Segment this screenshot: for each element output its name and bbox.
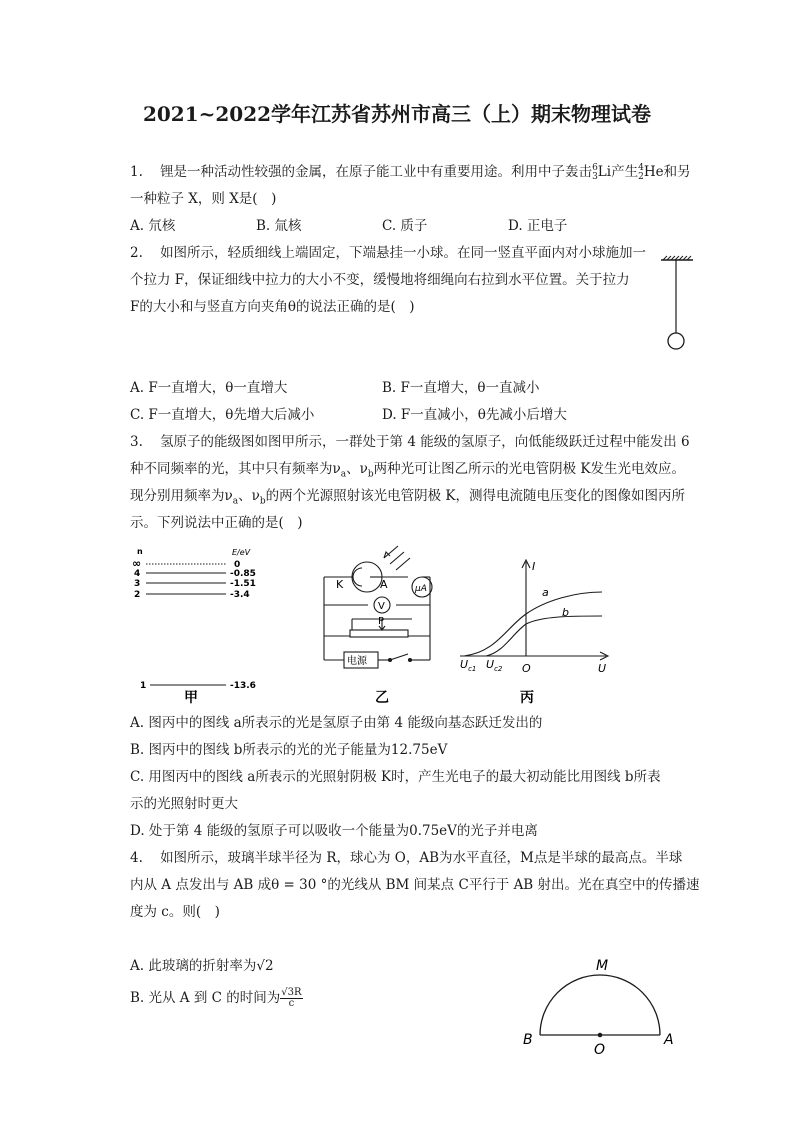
microammeter-label: μA [415, 584, 427, 594]
label-a: A [380, 578, 388, 591]
q4-line2: 内从 A 点发出与 AB 成θ = 30 °的光线从 BM 间某点 C平行于 AB 射出。光在真空中的传播速 [130, 877, 700, 893]
q1-option-b: B. 氚核 [256, 218, 302, 234]
caption-yi: 乙 [375, 690, 389, 706]
q3-line1: 3. 氢原子的能级图如图甲所示，一群处于第 4 能级的氢原子，向低能级跃迁过程中能发出 6 [130, 434, 690, 450]
label-a: A [664, 1032, 674, 1048]
page-title: 2021~2022学年江苏省苏州市高三（上）期末物理试卷 [142, 102, 652, 126]
q2-number: 2. [130, 245, 143, 261]
q3-option-b: B. 图丙中的图线 b所表示的光的光子能量为12.75eV [130, 742, 448, 758]
q1-number: 1. [130, 164, 143, 180]
uc1-label: $U_{c1}$ [460, 658, 477, 673]
q3-number: 3. [130, 434, 143, 450]
q3-line3: 现分别用频率为$\nu_a$、$\nu_b$的两个光源照射该光电管阴极 K，测得电流随电压变化的图像如图丙所 [130, 488, 685, 507]
n-header: n [137, 547, 143, 556]
q1-option-c: C. 质子 [382, 218, 428, 234]
photocell-cathode [353, 568, 362, 586]
q4-line3: 度为 c。则( ) [130, 904, 220, 920]
switch [390, 654, 408, 660]
iu-graph [456, 548, 616, 706]
power-label: 电源 [347, 656, 367, 667]
level-1-n: 1 [140, 681, 147, 691]
level-4-e: -0.85 [230, 569, 256, 579]
time-fraction: $\frac{√3R}{c}$ [281, 987, 302, 1009]
level-inf-e: 0 [234, 560, 241, 570]
q1-nuclide1-indices: 6 3 [592, 162, 598, 182]
q4-option-a: A. 此玻璃的折射率为√2 [130, 958, 274, 974]
photoelectric-circuit [312, 544, 440, 706]
q2-option-d: D. F一直减小，θ先减小后增大 [382, 407, 567, 423]
level-3-n: 3 [134, 579, 141, 589]
q3-line4: 示。下列说法中正确的是( ) [130, 515, 303, 531]
q1-nuclide1-symbol: Li [597, 164, 612, 180]
rheostat [350, 630, 408, 637]
q3-option-c-line1: C. 用图丙中的图线 a所表示的光照射阴极 K时，产生光电子的最大初动能比用图线 b所表 [130, 769, 661, 785]
label-m: M [596, 958, 609, 974]
q1-nuclide2-indices: 4 2 [638, 162, 644, 182]
q1-nuclide2-symbol: He [643, 164, 664, 180]
level-2-e: -3.4 [230, 590, 250, 600]
q4-line1: 4. 如图所示，玻璃半球半径为 R，球心为 O，AB为水平直径，M点是半球的最高点。半球 [130, 850, 683, 866]
level-2-n: 2 [134, 590, 141, 600]
q4-number: 4. [130, 850, 143, 866]
energy-level-diagram [128, 544, 278, 706]
hemisphere-arc [540, 975, 660, 1035]
label-b: B [523, 1032, 533, 1048]
curve-a [464, 592, 602, 656]
origin-label: O [522, 662, 531, 675]
light-ray-3 [396, 558, 410, 570]
pendulum-ball [668, 333, 684, 349]
q2-line1: 2. 如图所示，轻质细线上端固定，下端悬挂一小球。在同一竖直平面内对小球施加一 [130, 245, 647, 261]
curve-b [486, 616, 602, 656]
q2-option-b: B. F一直增大，θ一直减小 [382, 380, 540, 396]
q2-line2: 个拉力 F，保证细线中拉力的大小不变，缓慢地将细绳向右拉到水平位置。关于拉力 [130, 272, 630, 288]
q2-option-c: C. F一直增大，θ先增大后减小 [130, 407, 315, 423]
q1-line1: 1. 锂是一种活动性较强的金属，在原子能工业中有重要用途。利用中子轰击6 3Li产生4 2He和另 [130, 162, 691, 182]
axis-u-label: U [598, 662, 607, 675]
q4-option-b: B. 光从 A 到 C 的时间为 $\frac{√3R}{c}$ [130, 987, 302, 1009]
e-header: E/eV [232, 548, 251, 557]
q2-line3: F的大小和与竖直方向夹角θ的说法正确的是( ) [130, 299, 415, 315]
center-point-o [598, 1033, 603, 1038]
level-4-n: 4 [134, 569, 141, 579]
pendulum-figure [655, 254, 699, 354]
caption-bing: 丙 [520, 690, 534, 706]
q1-option-a: A. 氘核 [130, 218, 176, 234]
label-p: P [378, 616, 385, 627]
q3-option-c-line2: 示的光照射时更大 [130, 796, 238, 812]
sqrt-2: √2 [256, 958, 274, 974]
voltmeter-label: V [378, 601, 385, 612]
level-3-e: -1.51 [230, 579, 256, 589]
q2-option-a: A. F一直增大，θ一直增大 [130, 380, 288, 396]
curve-a-label: a [542, 586, 549, 599]
hemisphere-figure [518, 952, 688, 1060]
caption-jia: 甲 [184, 690, 198, 706]
q1-option-d: D. 正电子 [508, 218, 568, 234]
q3-option-a: A. 图丙中的图线 a所表示的光是氢原子由第 4 能级向基态跃迁发出的 [130, 715, 543, 731]
uc2-label: $U_{c2}$ [486, 658, 503, 673]
curve-b-label: b [562, 606, 569, 619]
label-k: K [336, 578, 344, 591]
level-1-e: -13.6 [230, 681, 256, 691]
label-o: O [594, 1042, 606, 1058]
q3-option-d: D. 处于第 4 能级的氢原子可以吸收一个能量为0.75eV的光子并电离 [130, 823, 538, 839]
axis-i-label: I [532, 560, 536, 573]
q1-line2: 一种粒子 X，则 X是( ) [130, 191, 277, 207]
level-inf-n: ∞ [132, 557, 142, 570]
q3-line2: 种不同频率的光，其中只有频率为$\nu_a$、$\nu_b$两种光可让图乙所示的光电管阴极 K发生光电效应。 [130, 461, 685, 480]
light-ray-2 [390, 552, 404, 564]
